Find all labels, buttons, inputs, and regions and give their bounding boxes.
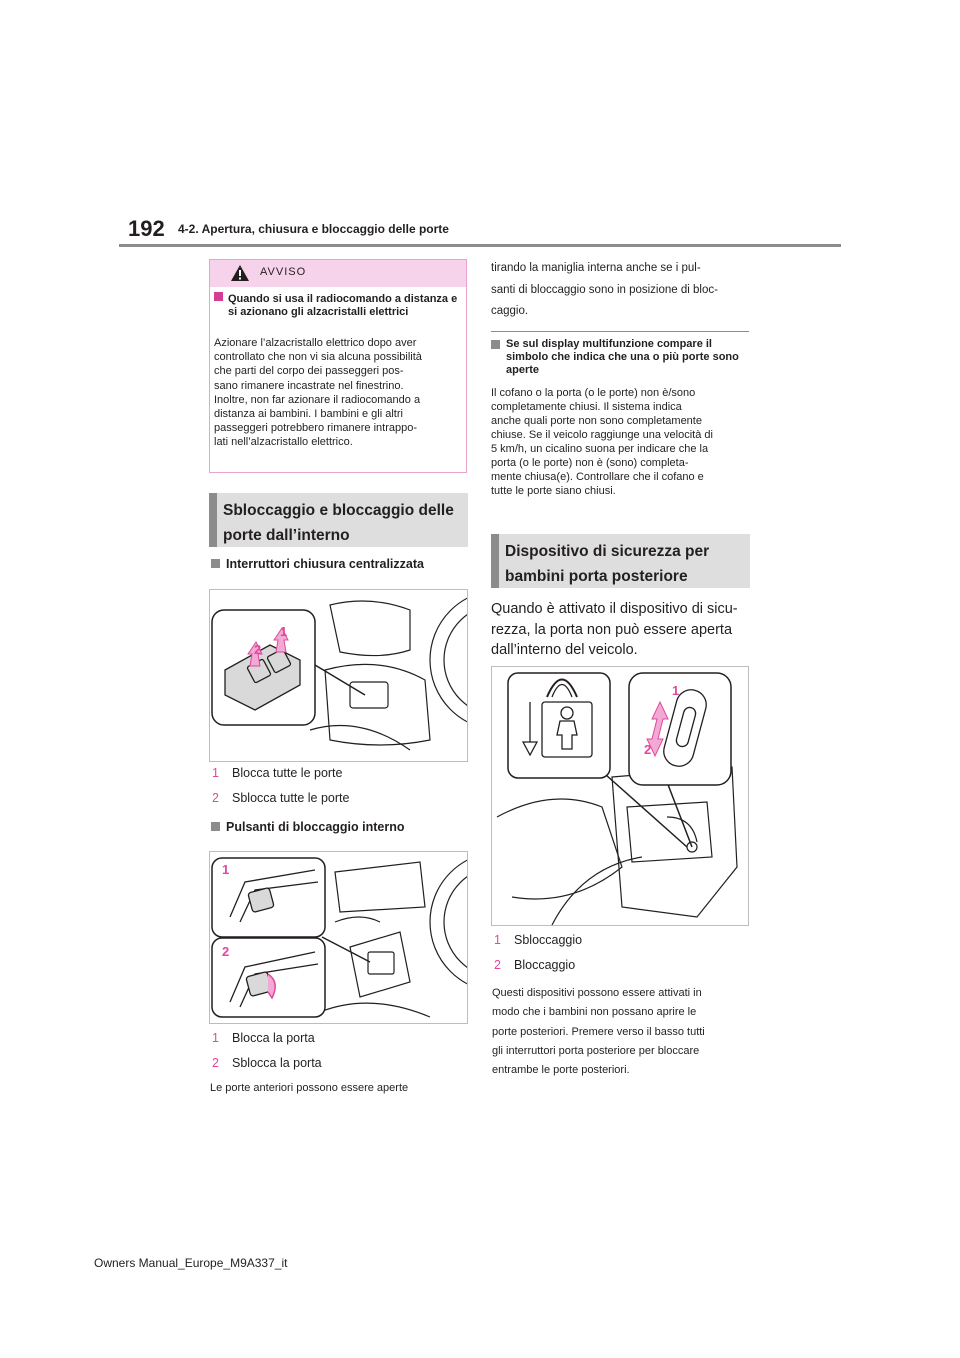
list-item: 2 Sblocca tutte le porte [212,791,350,805]
fig2-label-2: 2 [222,944,230,959]
divider [491,331,749,332]
section-heading-interior-locking: Sbloccaggio e bloccaggio delle porte dall’interno [209,493,468,547]
warning-label: AVVISO [260,266,307,278]
subheading-central-lock-switches: Interruttori chiusura centralizzata [211,557,424,571]
header-rule [119,244,841,247]
list-item: 2 Bloccaggio [494,958,576,972]
subheading-door-open-warning: Se sul display multifunzione compare il simbolo che indica che una o più porte sono aperte [491,338,749,377]
warning-triangle-icon [230,264,250,282]
warning-box [209,259,467,473]
figure-central-lock-switches [209,589,468,762]
child-lock-closing-text: Questi dispositivi possono essere attivati in modo che i bambini non possano aprire le porte posteriori. Premere verso il basso tutti gli interruttori porta posteriore per bloccare entrambe le porte posteriori. [492,987,705,1077]
body-text: Le porte anteriori possono essere aperte [210,1082,409,1094]
door-lock-switch-illustration [210,590,467,761]
section-heading-child-safety-lock: Dispositivo di sicurezza per bambini porta posteriore [491,534,750,588]
list-item: 1 Sbloccaggio [494,933,583,947]
body-text-continued: tirando la maniglia interna anche se i pul- santi di bloccaggio sono in posizione di bloc- caggio. [491,262,718,317]
figure-child-safety-lock [491,666,749,926]
fig3-label-1: 1 [672,683,680,698]
page-number: 192 [128,216,165,241]
list-item: 2 Sblocca la porta [212,1056,322,1070]
fig3-label-2: 2 [644,742,652,757]
fig1-label-1: 1 [280,624,288,639]
child-lock-illustration [492,667,748,925]
bullet-square-icon [211,822,220,831]
child-lock-intro: Quando è attivato il dispositivo di sicu- rezza, la porta non può essere aperta dall’interno del veicolo. [491,601,738,658]
warning-header [210,260,466,287]
subheading-interior-lock-buttons: Pulsanti di bloccaggio interno [211,820,405,834]
running-header-title: 4-2. Apertura, chiusura e bloccaggio delle porte [178,222,449,236]
list-item: 1 Blocca la porta [212,1031,315,1045]
footer-document-id: Owners Manual_Europe_M9A337_it [94,1256,288,1270]
fig1-label-2: 2 [254,642,262,657]
list-item: 1 Blocca tutte le porte [212,766,343,780]
warning-text: Azionare l’alzacristallo elettrico dopo aver controllato che non vi sia alcuna possibilità che parti del corpo dei passeggeri pos- sano rimanere incastrate nel finestrino. Inoltre, non far azionare il radiocomando a distanza ai bambini. I bambini e gli altri passeggeri potrebbero rimanere intrappo- lati nell’alzacristallo elettrico. [214,337,422,449]
bullet-square-icon [491,340,500,349]
bullet-square-icon [214,292,223,301]
figure-interior-lock-buttons [209,851,468,1024]
bullet-square-icon [211,559,220,568]
warning-heading: Quando si usa il radiocomando a distanza e si azionano gli alzacristalli elettrici [228,293,458,318]
door-open-text: Il cofano o la porta (o le porte) non è/sono completamente chiusi. Il sistema indica anche quali porte non sono completamente chiuse. Se il veicolo raggiunge una velocità di 5 km/h, un cicalino suona per indicare che la porta (o le porte) non è (sono) completa- mente chiusa(e). Controllare che il cofano e tutte le porte siano chiusi. [491,387,713,497]
lock-button-illustration [210,852,467,1023]
fig2-label-1: 1 [222,862,230,877]
